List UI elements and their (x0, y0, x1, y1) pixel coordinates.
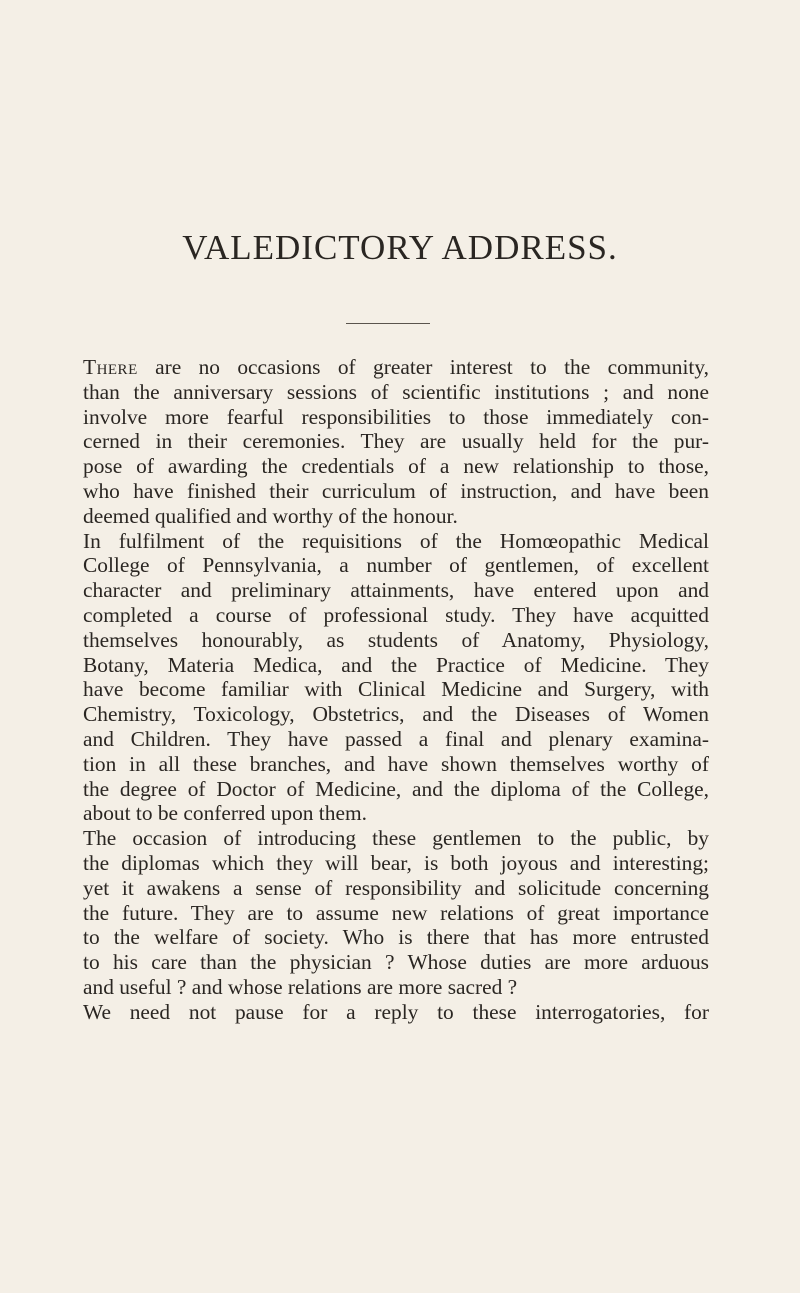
page-title: VALEDICTORY ADDRESS. (182, 228, 618, 267)
text-line: to the welfare of society. Who is there that has more entrusted (83, 925, 709, 950)
text-line: the future. They are to assume new relations of great importance (83, 900, 709, 925)
text-line: There are no occasions of greater interest to the community, (83, 355, 709, 379)
text-line: The occasion of introducing these gentlemen to the public, by (83, 826, 709, 851)
text-line: than the anniversary sessions of scientific institutions ; and none (83, 379, 709, 404)
text-line: Chemistry, Toxicology, Obstetrics, and the Diseases of Women (83, 702, 709, 727)
drop-lead-word: There (83, 355, 138, 379)
text-line: In fulfilment of the requisitions of the Homœopathic Medical (83, 528, 709, 553)
text-line: tion in all these branches, and have shown themselves worthy of (83, 751, 709, 776)
body-text (83, 355, 709, 1025)
text-line: the diplomas which they will bear, is both joyous and interesting; (83, 850, 709, 875)
text-line: deemed qualified and worthy of the honour. (83, 503, 458, 528)
text-line: have become familiar with Clinical Medicine and Surgery, with (83, 677, 709, 702)
text-line: and useful ? and whose relations are more sacred ? (83, 974, 518, 999)
text-line: character and preliminary attainments, have entered upon and (83, 578, 709, 603)
text-line: involve more fearful responsibilities to those immediately con- (83, 404, 709, 429)
text-line: completed a course of professional study. They have acquitted (83, 602, 709, 627)
text-line: College of Pennsylvania, a number of gentlemen, of excellent (83, 553, 709, 578)
text-line: Botany, Materia Medica, and the Practice of Medicine. They (83, 652, 709, 677)
text-line: and Children. They have passed a final and plenary examina- (83, 726, 709, 751)
text-line: yet it awakens a sense of responsibility and solicitude concerning (83, 875, 709, 900)
text-line: pose of awarding the credentials of a new relationship to those, (83, 454, 709, 479)
text-line: cerned in their ceremonies. They are usually held for the pur- (83, 429, 709, 454)
text-line: the degree of Doctor of Medicine, and the diploma of the College, (83, 776, 709, 801)
text-line: themselves honourably, as students of Anatomy, Physiology, (83, 627, 709, 652)
title-divider (346, 323, 430, 324)
text-line: who have finished their curriculum of instruction, and have been (83, 478, 709, 503)
text-line: to his care than the physician ? Whose duties are more arduous (83, 950, 709, 975)
text-line: We need not pause for a reply to these interrogatories, for (83, 999, 709, 1024)
text-line: about to be conferred upon them. (83, 801, 367, 826)
